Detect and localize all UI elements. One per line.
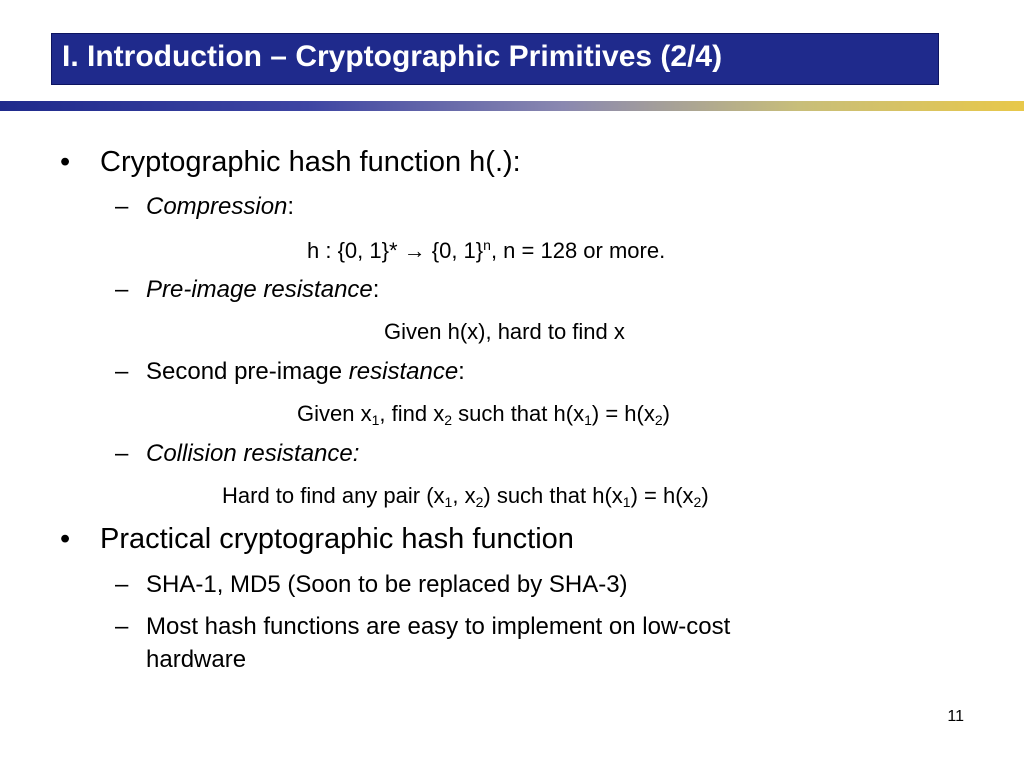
slide-title-box bbox=[51, 33, 939, 85]
collision-description: Hard to find any pair ($x_1$, $x_2$) such that $h(x_1) = h(x_2)$ bbox=[222, 483, 709, 510]
dash-marker: – bbox=[115, 571, 129, 598]
compression-formula: h : {0, 1}* → {0, 1}$^n$, n = 128 or more. bbox=[307, 237, 666, 263]
slide-title: I. Introduction – Cryptographic Primitives (2/4) bbox=[62, 40, 723, 73]
colon: : bbox=[372, 276, 380, 303]
dash-marker: – bbox=[115, 440, 129, 467]
second-label: resistance bbox=[348, 358, 459, 385]
sub-second-preimage bbox=[146, 358, 465, 386]
bullet-hash-function: Cryptographic hash function h(.): bbox=[100, 146, 521, 178]
right-arrow-symbol: → bbox=[403, 238, 426, 263]
sub-sha-md5: SHA-1, MD5 (Soon to be replaced by SHA-3) bbox=[146, 571, 628, 598]
sub-preimage bbox=[146, 276, 379, 304]
page-number: 11 bbox=[947, 708, 964, 725]
second-preimage-description: Given $x_1$, find $x_2$ such that $h(x_1) = h(x_2)$ bbox=[297, 401, 670, 428]
sub-collision: Collision resistance: bbox=[146, 440, 360, 467]
dash-marker: – bbox=[115, 358, 129, 385]
dash-marker: – bbox=[115, 193, 129, 220]
bullet-marker: • bbox=[60, 523, 71, 555]
compression-label: Compression bbox=[146, 193, 288, 220]
sub-easy-implement-continued: hardware bbox=[146, 646, 247, 673]
dash-marker: – bbox=[115, 613, 129, 640]
bullet-practical-hash: Practical cryptographic hash function bbox=[100, 523, 574, 555]
colon: : bbox=[458, 358, 465, 385]
preimage-description: Given h(x), hard to find x bbox=[384, 319, 625, 344]
bullet-marker: • bbox=[60, 146, 71, 178]
dash-marker: – bbox=[115, 276, 129, 303]
title-underline-rule bbox=[0, 101, 1024, 111]
sub-easy-implement: Most hash functions are easy to implement on low-cost bbox=[146, 613, 731, 640]
colon: : bbox=[287, 193, 295, 220]
second-prefix: Second pre-image bbox=[146, 358, 349, 385]
sub-compression bbox=[146, 193, 294, 221]
preimage-label: Pre-image resistance bbox=[146, 276, 373, 303]
